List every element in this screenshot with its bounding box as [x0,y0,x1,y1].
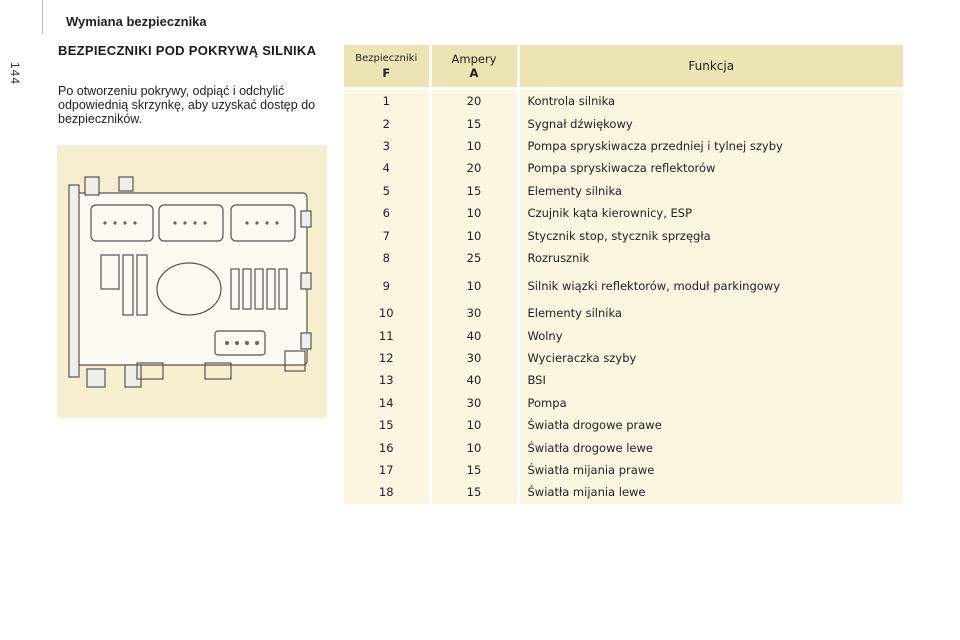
fuse-amps: 15 [430,481,518,503]
table-row [344,436,903,458]
table-row [344,269,903,302]
fuse-function: Wolny [518,325,903,347]
fuse-number: 2 [344,112,430,134]
fuse-number: 18 [344,481,430,503]
fuse-amps: 20 [430,157,518,179]
fuse-amps: 15 [430,459,518,481]
fuse-number: 3 [344,135,430,157]
table-row [344,180,903,202]
fuse-number: 5 [344,180,430,202]
fuse-function: Pompa [518,392,903,414]
fuse-function: Rozrusznik [518,247,903,269]
table-row [344,247,903,269]
margin-rule [42,0,43,34]
fuse-number: 6 [344,202,430,224]
fuse-function: Światła mijania prawe [518,459,903,481]
fuse-number: 15 [344,414,430,436]
fuse-number: 1 [344,90,430,112]
intro-text: Po otworzeniu pokrywy, odpiąć i odchylić odpowiednią skrzynkę, aby uzyskać dostęp do bezpieczników. [58,84,316,126]
fuse-amps: 10 [430,414,518,436]
fuse-number: 9 [344,269,430,302]
fuse-number: 13 [344,369,430,391]
fuse-amps: 10 [430,224,518,246]
page-title: BEZPIECZNIKI POD POKRYWĄ SILNIKA [58,43,317,58]
fuse-amps: 15 [430,180,518,202]
fuse-number: 7 [344,224,430,246]
table-row [344,90,903,112]
fuse-number: 16 [344,436,430,458]
fuse-function: Stycznik stop, stycznik sprzęgła [518,224,903,246]
fuse-number: 10 [344,302,430,324]
fuse-number: 11 [344,325,430,347]
fuse-function: Czujnik kąta kierownicy, ESP [518,202,903,224]
section-header: Wymiana bezpiecznika [66,14,207,29]
table-row [344,414,903,436]
fuse-amps: 30 [430,392,518,414]
header-fuses [344,45,430,87]
table-row [344,325,903,347]
fuse-function: Pompa spryskiwacza przedniej i tylnej szyby [518,135,903,157]
fuse-function: Kontrola silnika [518,90,903,112]
fuse-amps: 40 [430,369,518,391]
table-row [344,459,903,481]
fuse-function: Światła drogowe prawe [518,414,903,436]
header-amps-label: Ampery [451,52,497,66]
table-row [344,135,903,157]
fuse-table [344,45,903,504]
fuse-amps: 10 [430,202,518,224]
table-row [344,481,903,503]
fuse-function: Światła mijania lewe [518,481,903,503]
page-number: 144 [8,62,22,86]
table-row [344,369,903,391]
table-row [344,302,903,324]
header-fuses-symbol: F [382,66,391,80]
fuse-amps: 15 [430,112,518,134]
fuse-amps: 10 [430,436,518,458]
fuse-function: Sygnał dźwiękowy [518,112,903,134]
fuse-box-drawing [65,165,319,403]
table-row [344,112,903,134]
fuse-function: Wycieraczka szyby [518,347,903,369]
table-row [344,347,903,369]
fuse-amps: 30 [430,347,518,369]
header-function: Funkcja [518,45,903,87]
fuse-amps: 30 [430,302,518,324]
fuse-amps: 10 [430,135,518,157]
fuse-function: Światła drogowe lewe [518,436,903,458]
fuse-function: Elementy silnika [518,180,903,202]
fuse-number: 4 [344,157,430,179]
fuse-function: BSI [518,369,903,391]
table-row [344,157,903,179]
header-amps [430,45,518,87]
fuse-amps: 10 [430,269,518,302]
table-row [344,202,903,224]
fuse-function: Elementy silnika [518,302,903,324]
fuse-box-illustration [57,145,327,418]
fuse-function: Pompa spryskiwacza reflektorów [518,157,903,179]
table-header-row [344,45,903,87]
fuse-function: Silnik wiązki reflektorów, moduł parkingowy [518,269,903,302]
header-fuses-label: Bezpieczniki [355,53,418,64]
fuse-number: 17 [344,459,430,481]
fuse-amps: 20 [430,90,518,112]
table-row [344,224,903,246]
fuse-amps: 40 [430,325,518,347]
fuse-number: 8 [344,247,430,269]
fuse-number: 12 [344,347,430,369]
fuse-amps: 25 [430,247,518,269]
fuse-number: 14 [344,392,430,414]
header-amps-symbol: A [469,66,479,80]
table-row [344,392,903,414]
